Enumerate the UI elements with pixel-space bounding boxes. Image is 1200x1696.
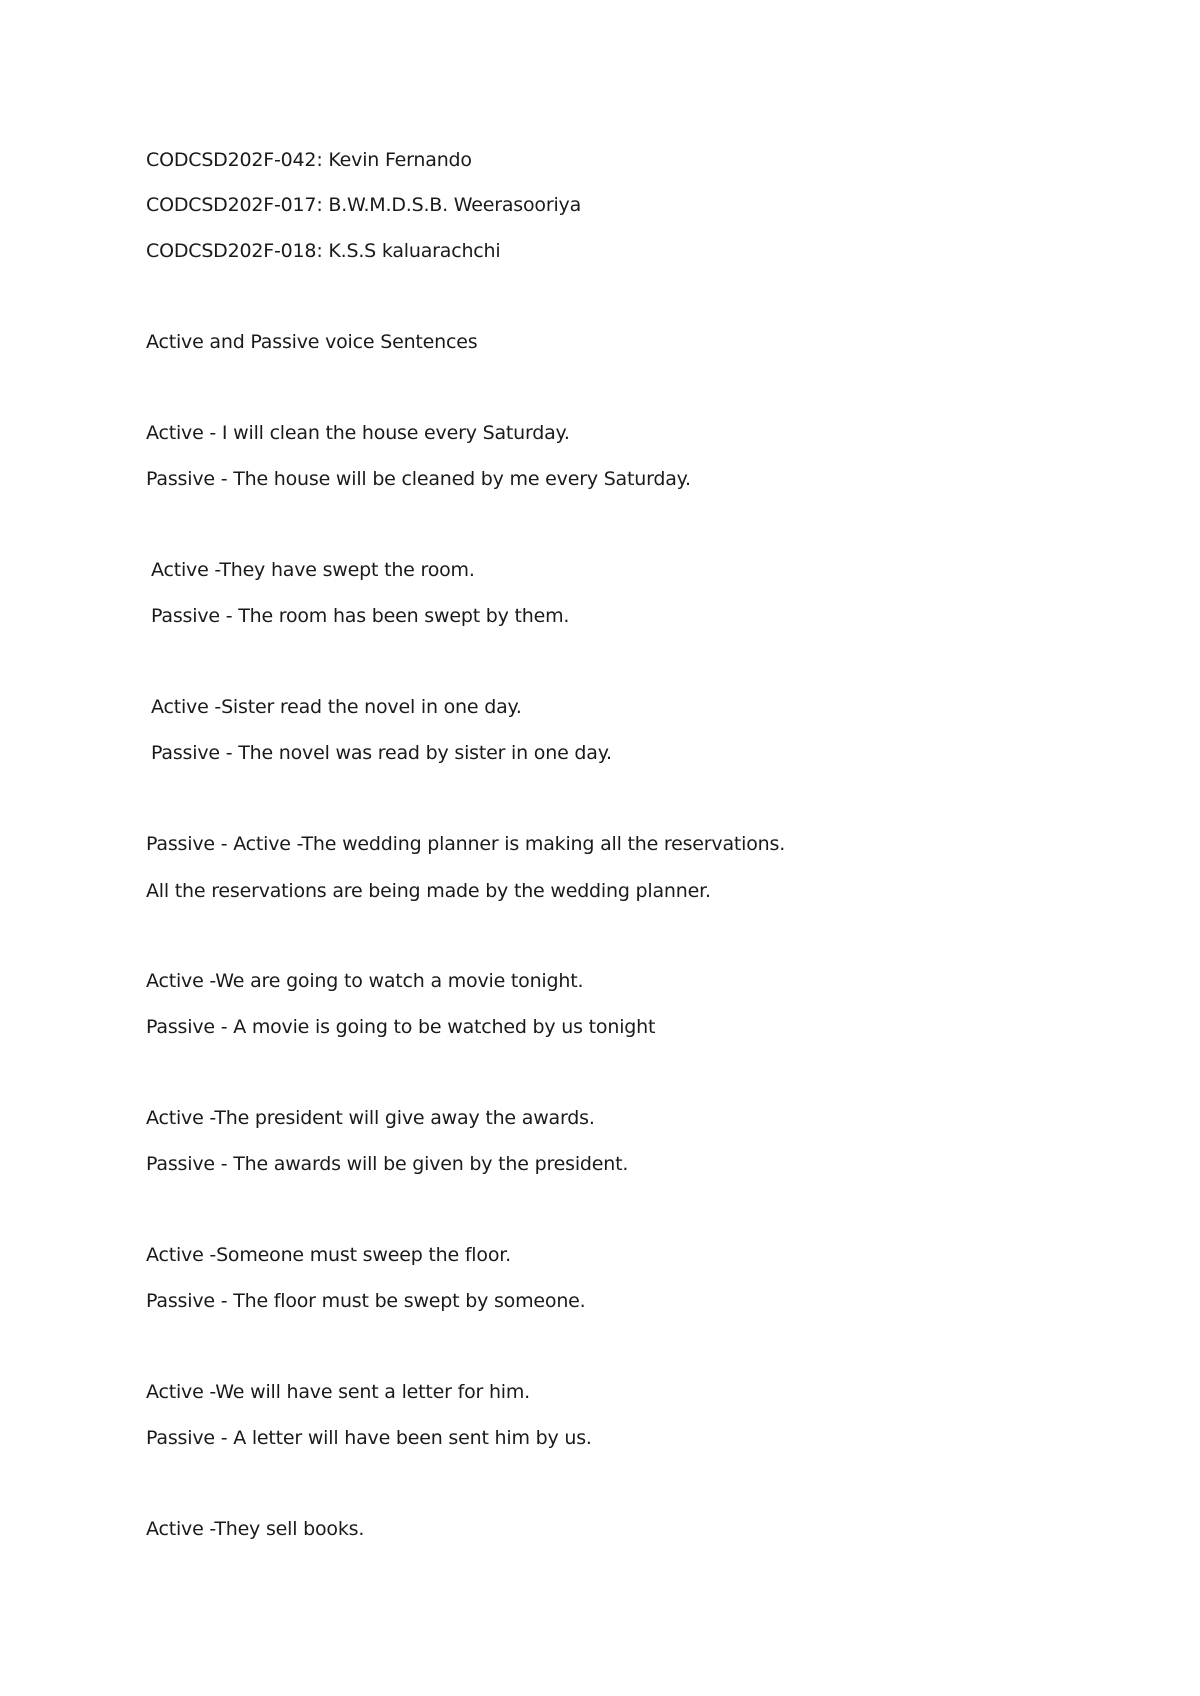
passive-sentence: Passive - A letter will have been sent him by us.	[146, 1427, 592, 1449]
active-sentence: Passive - Active -The wedding planner is making all the reservations.	[146, 833, 786, 855]
author-line: CODCSD202F-018: K.S.S kaluarachchi	[146, 240, 501, 262]
active-sentence: Active -They sell books.	[146, 1518, 365, 1540]
active-sentence: Active - I will clean the house every Saturday.	[146, 422, 570, 444]
active-sentence: Active -Sister read the novel in one day.	[151, 696, 522, 718]
document-title: Active and Passive voice Sentences	[146, 331, 478, 353]
active-sentence: Active -They have swept the room.	[151, 559, 475, 581]
passive-sentence: Passive - The novel was read by sister in one day.	[151, 742, 612, 764]
author-line: CODCSD202F-042: Kevin Fernando	[146, 149, 472, 171]
passive-sentence: Passive - A movie is going to be watched by us tonight	[146, 1016, 656, 1038]
active-sentence: Active -We are going to watch a movie tonight.	[146, 970, 584, 992]
passive-sentence: Passive - The floor must be swept by someone.	[146, 1290, 586, 1312]
active-sentence: Active -We will have sent a letter for him.	[146, 1381, 531, 1403]
author-line: CODCSD202F-017: B.W.M.D.S.B. Weerasooriya	[146, 194, 582, 216]
active-sentence: Active -The president will give away the awards.	[146, 1107, 595, 1129]
active-sentence: Active -Someone must sweep the floor.	[146, 1244, 511, 1266]
passive-sentence: Passive - The room has been swept by them.	[151, 605, 570, 627]
passive-sentence: Passive - The house will be cleaned by me every Saturday.	[146, 468, 691, 490]
passive-sentence: Passive - The awards will be given by the president.	[146, 1153, 629, 1175]
passive-sentence: All the reservations are being made by the wedding planner.	[146, 880, 711, 902]
